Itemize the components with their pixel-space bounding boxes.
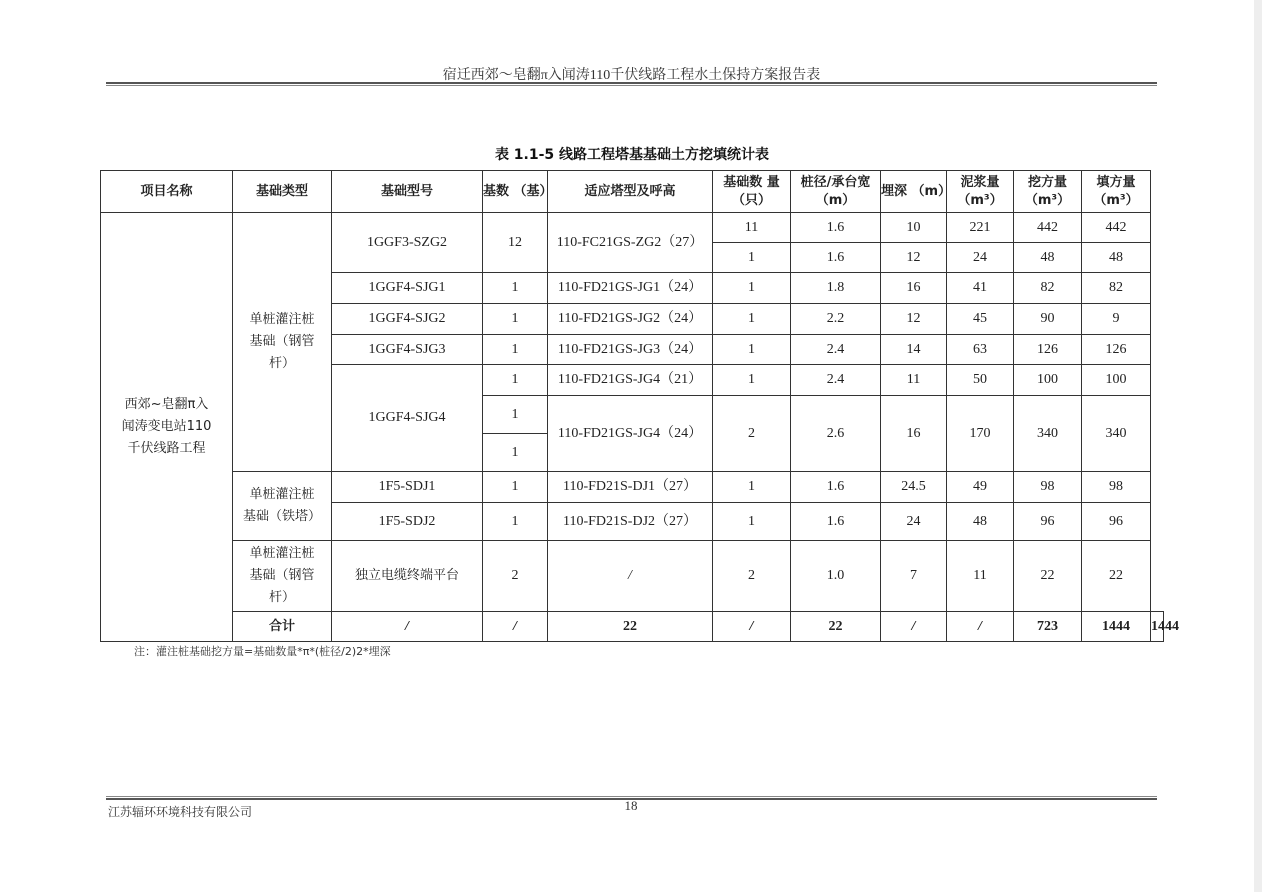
diameter-cell: 1.6	[791, 503, 881, 541]
fill-cell: 82	[1082, 273, 1151, 304]
tower-type-cell: 110-FC21GS-ZG2（27）	[548, 213, 713, 273]
foundation-qty-cell: 1	[713, 243, 791, 273]
total-foundation-model: /	[483, 612, 548, 642]
foundation-model-cell: 1F5-SDJ1	[332, 472, 483, 503]
table-note: 注：灌注桩基础挖方量=基础数量*π*(桩径/2)2*埋深	[134, 645, 391, 658]
tower-type-cell: 110-FD21GS-JG1（24）	[548, 273, 713, 304]
col-header-foundation-type: 基础类型	[233, 171, 332, 213]
table-row	[101, 541, 1164, 612]
foundation-model-cell: 1GGF4-SJG1	[332, 273, 483, 304]
fill-cell: 100	[1082, 365, 1151, 396]
footer-company: 江苏辐环环境科技有限公司	[108, 805, 253, 819]
mud-cell: 11	[947, 541, 1014, 612]
foundation-qty-cell: 11	[713, 213, 791, 243]
excavation-cell: 442	[1014, 213, 1082, 243]
diameter-cell: 1.6	[791, 213, 881, 243]
col-header-foundation-model: 基础型号	[332, 171, 483, 213]
foundation-qty-cell: 1	[713, 304, 791, 335]
col-header-foundation-qty: 基础数 量（只）	[713, 171, 791, 213]
excavation-cell: 90	[1014, 304, 1082, 335]
excavation-cell: 98	[1014, 472, 1082, 503]
earthwork-table	[100, 170, 1179, 642]
foundation-qty-cell: 1	[713, 335, 791, 365]
depth-cell: 12	[881, 243, 947, 273]
base-count-cell: 1	[483, 273, 548, 304]
foundation-qty-cell: 2	[713, 541, 791, 612]
col-header-depth: 埋深 （m）	[881, 171, 947, 213]
table-caption: 表 1.1-5 线路工程塔基基础土方挖填统计表	[494, 147, 770, 163]
excavation-cell: 22	[1014, 541, 1082, 612]
col-header-fill: 填方量 （m³）	[1082, 171, 1151, 213]
base-count-cell: 1	[483, 472, 548, 503]
depth-cell: 24	[881, 503, 947, 541]
tower-type-cell: 110-FD21S-DJ2（27）	[548, 503, 713, 541]
col-header-diameter: 桩径/承台宽 （m）	[791, 171, 881, 213]
base-count-cell: 1	[483, 335, 548, 365]
tower-type-cell: 110-FD21S-DJ1（27）	[548, 472, 713, 503]
tower-type-cell: 110-FD21GS-JG2（24）	[548, 304, 713, 335]
total-excavation: 1444	[1082, 612, 1151, 642]
total-label: 合计	[233, 612, 332, 642]
mud-cell: 170	[947, 396, 1014, 472]
base-count-cell: 1	[483, 304, 548, 335]
total-tower-type: /	[713, 612, 791, 642]
depth-cell: 11	[881, 365, 947, 396]
excavation-cell: 96	[1014, 503, 1082, 541]
foundation-qty-cell: 1	[713, 273, 791, 304]
total-fill: 1444	[1151, 612, 1164, 642]
col-header-base-count: 基数 （基）	[483, 171, 548, 213]
depth-cell: 14	[881, 335, 947, 365]
col-header-project: 项目名称	[101, 171, 233, 213]
foundation-type-cell: 单桩灌注桩 基础（钢管 杆）	[233, 213, 332, 472]
diameter-cell: 2.2	[791, 304, 881, 335]
excavation-cell: 100	[1014, 365, 1082, 396]
depth-cell: 12	[881, 304, 947, 335]
tower-type-cell: 110-FD21GS-JG3（24）	[548, 335, 713, 365]
mud-cell: 45	[947, 304, 1014, 335]
fill-cell: 340	[1082, 396, 1151, 472]
excavation-cell: 48	[1014, 243, 1082, 273]
tower-type-cell: /	[548, 541, 713, 612]
excavation-cell: 82	[1014, 273, 1082, 304]
page-number: 18	[624, 798, 638, 813]
mud-cell: 48	[947, 503, 1014, 541]
foundation-model-cell: 1GGF4-SJG3	[332, 335, 483, 365]
table-row	[101, 472, 1164, 503]
table-header-row	[101, 171, 1164, 213]
mud-cell: 63	[947, 335, 1014, 365]
fill-cell: 9	[1082, 304, 1151, 335]
tower-type-cell: 110-FD21GS-JG4（24）	[548, 396, 713, 472]
excavation-cell: 340	[1014, 396, 1082, 472]
page-edge	[1254, 0, 1262, 892]
foundation-qty-cell: 2	[713, 396, 791, 472]
foundation-qty-cell: 1	[713, 503, 791, 541]
diameter-cell: 1.6	[791, 243, 881, 273]
mud-cell: 221	[947, 213, 1014, 243]
col-header-tower-type: 适应塔型及呼高	[548, 171, 713, 213]
diameter-cell: 2.4	[791, 335, 881, 365]
document-header: 宿迁西郊～皂翻π入闻涛110千伏线路工程水土保持方案报告表	[442, 68, 821, 83]
total-mud: 723	[1014, 612, 1082, 642]
mud-cell: 41	[947, 273, 1014, 304]
foundation-model-cell: 1GGF3-SZG2	[332, 213, 483, 273]
fill-cell: 126	[1082, 335, 1151, 365]
foundation-type-cell: 单桩灌注桩 基础（铁塔）	[233, 472, 332, 541]
total-row	[101, 612, 1164, 642]
fill-cell: 48	[1082, 243, 1151, 273]
depth-cell: 7	[881, 541, 947, 612]
mud-cell: 50	[947, 365, 1014, 396]
base-count-cell: 2	[483, 541, 548, 612]
diameter-cell: 1.8	[791, 273, 881, 304]
depth-cell: 10	[881, 213, 947, 243]
diameter-cell: 1.6	[791, 472, 881, 503]
foundation-model-cell: 独立电缆终端平台	[332, 541, 483, 612]
base-count-cell: 1	[483, 434, 548, 472]
base-count-cell: 1	[483, 365, 548, 396]
depth-cell: 16	[881, 273, 947, 304]
col-header-excavation: 挖方量 （m³）	[1014, 171, 1082, 213]
table-row	[101, 213, 1164, 243]
base-count-cell: 1	[483, 396, 548, 434]
header-rule	[106, 82, 1157, 86]
fill-cell: 22	[1082, 541, 1151, 612]
depth-cell: 16	[881, 396, 947, 472]
diameter-cell: 2.6	[791, 396, 881, 472]
project-name-cell: 西郊~皂翻π入 闻涛变电站110 千伏线路工程	[101, 213, 233, 642]
depth-cell: 24.5	[881, 472, 947, 503]
excavation-cell: 126	[1014, 335, 1082, 365]
foundation-qty-cell: 1	[713, 472, 791, 503]
total-base-count: 22	[548, 612, 713, 642]
foundation-model-cell: 1GGF4-SJG2	[332, 304, 483, 335]
total-foundation-qty: 22	[791, 612, 881, 642]
total-foundation-type: /	[332, 612, 483, 642]
base-count-cell: 12	[483, 213, 548, 273]
diameter-cell: 2.4	[791, 365, 881, 396]
foundation-model-cell: 1F5-SDJ2	[332, 503, 483, 541]
total-depth: /	[947, 612, 1014, 642]
total-diameter: /	[881, 612, 947, 642]
diameter-cell: 1.0	[791, 541, 881, 612]
foundation-qty-cell: 1	[713, 365, 791, 396]
fill-cell: 442	[1082, 213, 1151, 243]
fill-cell: 96	[1082, 503, 1151, 541]
mud-cell: 24	[947, 243, 1014, 273]
foundation-type-cell: 单桩灌注桩 基础（钢管 杆）	[233, 541, 332, 612]
fill-cell: 98	[1082, 472, 1151, 503]
foundation-model-cell: 1GGF4-SJG4	[332, 365, 483, 472]
base-count-cell: 1	[483, 503, 548, 541]
col-header-mud: 泥浆量 （m³）	[947, 171, 1014, 213]
mud-cell: 49	[947, 472, 1014, 503]
tower-type-cell: 110-FD21GS-JG4（21）	[548, 365, 713, 396]
